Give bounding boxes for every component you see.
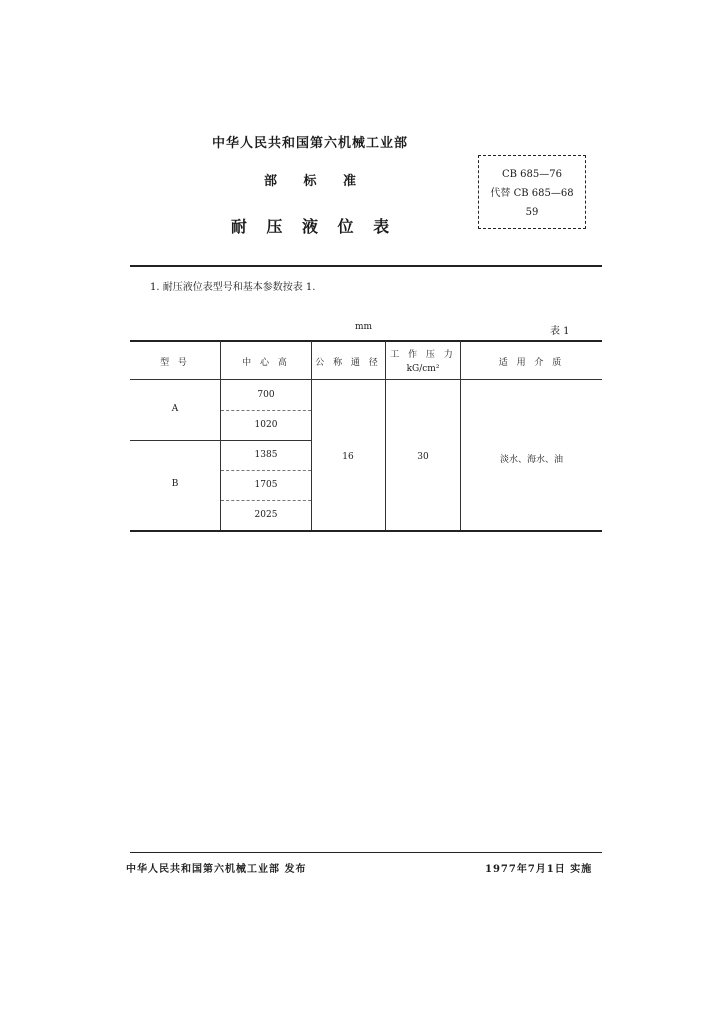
publisher: 中华人民共和国第六机械工业部 发布 <box>126 864 307 875</box>
standard-level: 部 标 准 <box>263 174 357 189</box>
header-pressure-unit: kG/cm² <box>406 364 440 374</box>
center-height-cell: 1385 <box>254 450 278 460</box>
table-number: 表 1 <box>550 326 570 337</box>
document-title: 耐 压 液 位 表 <box>230 217 390 236</box>
center-height-cell: 1705 <box>254 480 278 490</box>
footer-rule <box>130 852 602 853</box>
row-divider <box>221 470 311 471</box>
header-center-height: 中 心 高 <box>242 358 290 368</box>
column-divider <box>460 341 461 530</box>
page-number: 59 <box>525 207 539 218</box>
row-divider <box>221 500 311 501</box>
model-cell: B <box>171 479 179 489</box>
header-model: 型 号 <box>160 358 190 368</box>
working-pressure-cell: 30 <box>417 452 429 462</box>
effective-date: 1977年7月1日 实施 <box>485 864 593 875</box>
table-header-rule <box>130 379 602 380</box>
column-divider <box>220 341 221 530</box>
standard-code: CB 685—76 <box>502 169 562 180</box>
center-height-cell: 700 <box>257 390 275 400</box>
model-cell: A <box>171 404 179 414</box>
header-rule <box>130 265 602 267</box>
center-height-cell: 2025 <box>254 510 278 520</box>
standard-number-box <box>478 155 586 229</box>
header-medium: 适 用 介 质 <box>498 358 565 368</box>
row-divider <box>221 410 311 411</box>
nominal-diameter-cell: 16 <box>342 452 354 462</box>
medium-cell: 淡水、海水、油 <box>499 455 563 465</box>
header-nominal-diameter: 公 称 通 径 <box>315 358 381 368</box>
intro-paragraph: 1. 耐压液位表型号和基本参数按表 1. <box>150 282 316 293</box>
column-divider <box>311 341 312 530</box>
ministry-name: 中华人民共和国第六机械工业部 <box>211 136 408 151</box>
replaces-standard: 代替 CB 685—68 <box>490 188 574 199</box>
center-height-cell: 1020 <box>254 420 278 430</box>
unit-label: mm <box>355 322 373 332</box>
table-top-rule <box>130 340 602 342</box>
table-bottom-rule <box>130 530 602 532</box>
group-divider <box>130 440 311 441</box>
header-working-pressure: 工 作 压 力 <box>390 350 456 360</box>
